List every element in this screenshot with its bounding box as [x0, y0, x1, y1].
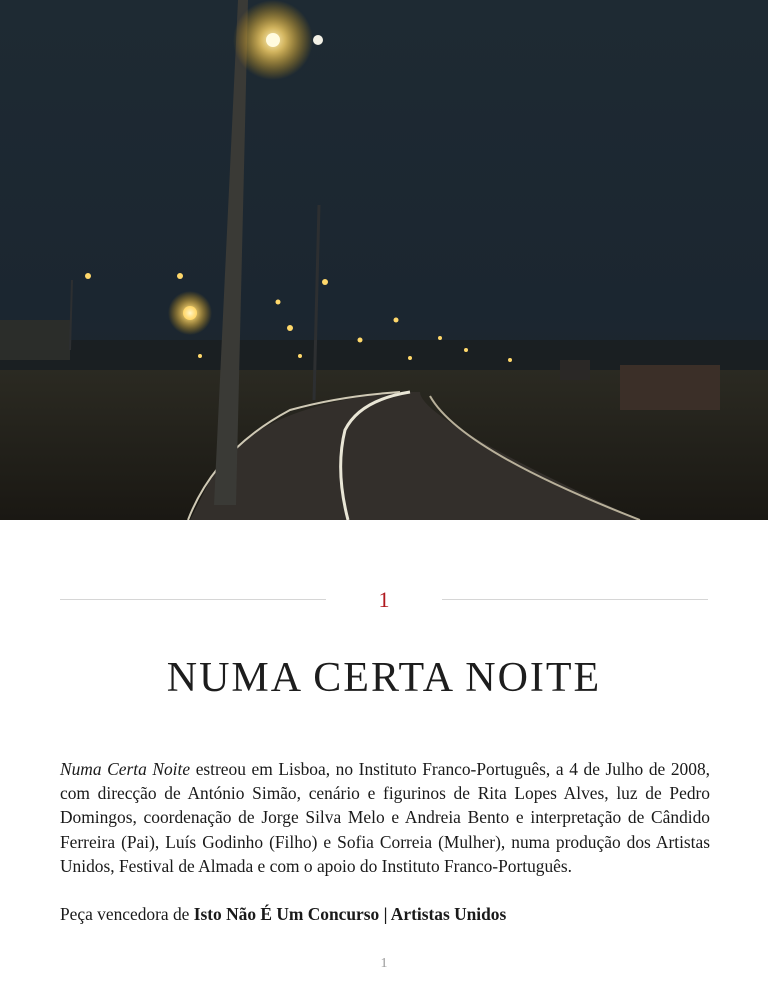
body-paragraph [60, 757, 710, 878]
award-prefix: Peça vencedora de [60, 904, 194, 924]
divider-right [442, 599, 708, 600]
award-name: Isto Não É Um Concurso | Artistas Unidos [193, 904, 507, 924]
chapter-header [60, 588, 708, 612]
chapter-number: 1 [378, 587, 390, 612]
paragraph-text: estreou em Lisboa, no Instituto Franco-Português, a 4 de Julho de 2008, com direcção de António Simão, cenário e figurinos de Rita Lopes Alves, luz de Pedro Domingos, coordenação de Jorge Silva Melo e Andreia Bento e interpretação de Cândido Ferreira (Pai), Luís Godinho (Filho) e Sofia Correia (Mulher), numa produção dos Artistas Unidos, Festival de Almada e com o apoio do Instituto Franco-Português. [60, 759, 710, 876]
award-line [60, 902, 710, 926]
chapter-title: NUMA CERTA NOITE [166, 655, 602, 701]
page-number: 1 [380, 956, 388, 971]
play-title: Numa Certa Noite [60, 759, 191, 779]
